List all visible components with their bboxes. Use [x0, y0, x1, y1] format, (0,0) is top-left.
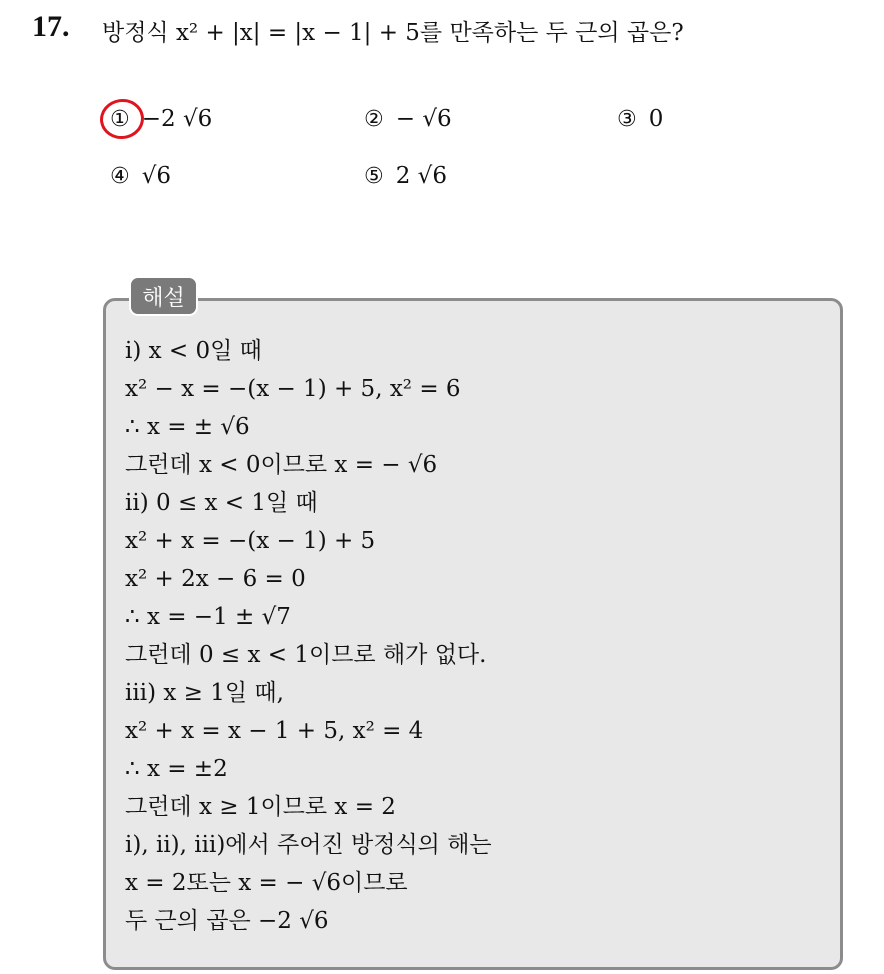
solution-line: ⅰ) x < 0일 때	[125, 338, 262, 364]
choice-2[interactable]	[364, 106, 452, 132]
solution-line: x = 2또는 x = − √6이므로	[125, 870, 408, 896]
choice-2-text: − √6	[395, 106, 452, 132]
solution-line: ∴ x = −1 ± √7	[125, 604, 291, 630]
solution-line: ∴ x = ± √6	[125, 414, 250, 440]
solution-line: x² − x = −(x − 1) + 5, x² = 6	[125, 376, 461, 402]
solution-line: 두 근의 곱은 −2 √6	[125, 908, 329, 934]
choice-3-text: 0	[648, 106, 664, 132]
choice-3-number: ③	[617, 106, 637, 132]
solution-line: x² + 2x − 6 = 0	[125, 566, 306, 592]
choice-4-text: √6	[141, 163, 172, 189]
choice-4[interactable]	[110, 163, 171, 189]
choice-5-text: 2 √6	[395, 163, 447, 189]
solution-line: 그런데 0 ≤ x < 1이므로 해가 없다.	[125, 642, 487, 668]
choice-5[interactable]	[364, 163, 447, 189]
solution-line: ∴ x = ±2	[125, 756, 228, 782]
choice-5-number: ⑤	[364, 163, 384, 189]
choice-1-text: −2 √6	[141, 106, 213, 132]
choice-4-number: ④	[110, 163, 130, 189]
solution-line: x² + x = −(x − 1) + 5	[125, 528, 376, 554]
answer-mark-circle	[97, 96, 146, 142]
choice-2-number: ②	[364, 106, 384, 132]
solution-line: 그런데 x ≥ 1이므로 x = 2	[125, 794, 396, 820]
solution-line: ⅰ), ⅱ), ⅲ)에서 주어진 방정식의 해는	[125, 832, 492, 858]
solution-line: ⅲ) x ≥ 1일 때,	[125, 680, 284, 706]
choice-1-number: ①	[110, 106, 130, 132]
solution-line: ⅱ) 0 ≤ x < 1일 때	[125, 490, 318, 516]
solution-line: x² + x = x − 1 + 5, x² = 4	[125, 718, 424, 744]
question-number: 17.	[32, 10, 70, 43]
question-text: 방정식 x² + |x| = |x − 1| + 5를 만족하는 두 근의 곱은?	[102, 20, 684, 46]
solution-tag: 해설	[129, 276, 198, 316]
solution-line: 그런데 x < 0이므로 x = − √6	[125, 452, 438, 478]
choice-3[interactable]	[617, 106, 663, 132]
